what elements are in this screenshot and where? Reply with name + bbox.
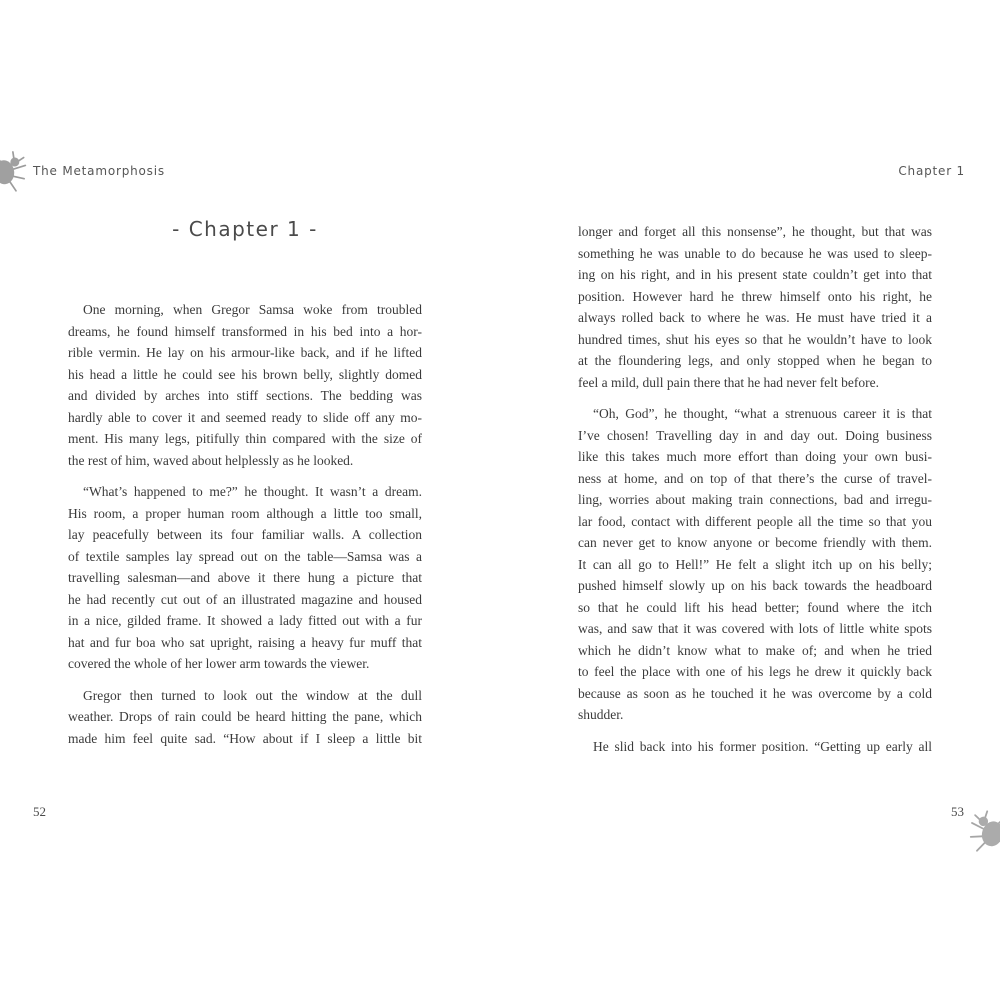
text-line: he had recently cut out of an illustrated magazine and housed <box>68 591 422 607</box>
text-line: ment. His many legs, pitifully thin compared with the size of <box>68 431 422 446</box>
text-line: made him feel quite sad. “How about if I sleep a little bit <box>68 730 422 746</box>
text-line: pushed himself slowly up on his back towards the headboard <box>578 578 932 593</box>
page-number-right: 53 <box>951 804 964 819</box>
text-line: hat and fur boa who sat upright, raising a heavy fur muff that <box>68 634 422 650</box>
text-line: at the floundering legs, and only stopped when he began to <box>578 353 932 368</box>
text-line: like this takes much more effort than doing your own busi- <box>578 449 932 464</box>
text-line: which he didn’t know what to make of; and when he tried <box>578 642 932 658</box>
text-line: He slid back into his former position. “Getting up early all <box>593 738 932 754</box>
text-line: travelling salesman—and above it there hung a picture that <box>68 570 422 585</box>
left-page-text-column <box>68 299 422 749</box>
running-header-chapter-label: Chapter 1 <box>898 164 965 178</box>
text-line: “What’s happened to me?” he thought. It wasn’t a dream. <box>83 484 422 499</box>
bug-icon-bottom-right <box>964 805 1000 857</box>
text-line: shudder. <box>578 707 624 722</box>
text-line: weather. Drops of rain could be heard hitting the pane, which <box>68 709 422 724</box>
text-line: of textile samples lay spread out on the table—Samsa was a <box>68 548 422 564</box>
right-page-text-column <box>578 221 932 757</box>
text-line: lay peacefully between its four familiar walls. A collection <box>68 527 422 542</box>
text-line: something he was unable to do because he was used to sleep- <box>578 245 932 261</box>
page-number-left: 52 <box>33 804 46 819</box>
chapter-title: - Chapter 1 - <box>172 217 318 241</box>
text-line: I’ve chosen! Travelling day in and day out. Doing business <box>578 427 932 443</box>
bug-icon-top-left <box>0 142 35 197</box>
text-line: lar food, contact with different people all the time so that you <box>578 513 932 529</box>
text-line: rible vermin. He lay on his armour-like back, and if he lifted <box>68 345 422 360</box>
text-line: his head a little he could see his brown belly, slightly domed <box>68 366 422 382</box>
text-line: can never get to know anyone or become friendly with them. <box>578 535 932 550</box>
text-line: hundred times, shut his eyes so that he wouldn’t have to look <box>578 331 932 347</box>
text-line: His room, a proper human room although a little too small, <box>68 505 422 521</box>
text-line: so that he could lift his head better; found where the itch <box>578 599 932 615</box>
text-line: was, and saw that it was covered with lots of little white spots <box>578 621 932 636</box>
text-line: It can all go to Hell!” He felt a slight itch up on his belly; <box>578 556 932 572</box>
paragraph <box>68 299 422 471</box>
paragraph <box>68 481 422 675</box>
text-line: One morning, when Gregor Samsa woke from troubled <box>83 302 422 317</box>
text-line: longer and forget all this nonsense”, he thought, but that was <box>578 224 932 239</box>
text-line: to feel the place with one of his legs he drew it quickly back <box>578 664 932 679</box>
text-line: and divided by arches into stiff sections. The bedding was <box>68 388 422 403</box>
running-header-book-title: The Metamorphosis <box>33 164 165 178</box>
text-line: ness at home, and on top of that there’s the curse of travel- <box>578 470 932 486</box>
text-line: Gregor then turned to look out the window at the dull <box>83 687 422 703</box>
text-line: in a nice, gilded frame. It showed a lady fitted out with a fur <box>68 613 422 628</box>
paragraph <box>578 403 932 726</box>
text-line: dreams, he found himself transformed in his bed into a hor- <box>68 323 422 339</box>
text-line: covered the whole of her lower arm towards the viewer. <box>68 656 370 671</box>
paragraph <box>68 685 422 750</box>
text-line: because as soon as he touched it he was overcome by a cold <box>578 685 932 701</box>
text-line: always rolled back to where he was. He must have tried it a <box>578 310 932 325</box>
paragraph <box>578 221 932 393</box>
text-line: hardly able to cover it and seemed ready to slide off any mo- <box>68 409 422 425</box>
text-line: position. However hard he threw himself onto his right, he <box>578 288 932 304</box>
text-line: “Oh, God”, he thought, “what a strenuous career it is that <box>593 406 932 421</box>
paragraph <box>578 736 932 758</box>
text-line: the rest of him, waved about helplessly as he looked. <box>68 452 354 468</box>
text-line: ing on his right, and in his present state couldn’t get into that <box>578 267 932 282</box>
text-line: feel a mild, dull pain there that he had never felt before. <box>578 374 879 390</box>
text-line: ling, worries about making train connections, bad and irregu- <box>578 492 932 507</box>
